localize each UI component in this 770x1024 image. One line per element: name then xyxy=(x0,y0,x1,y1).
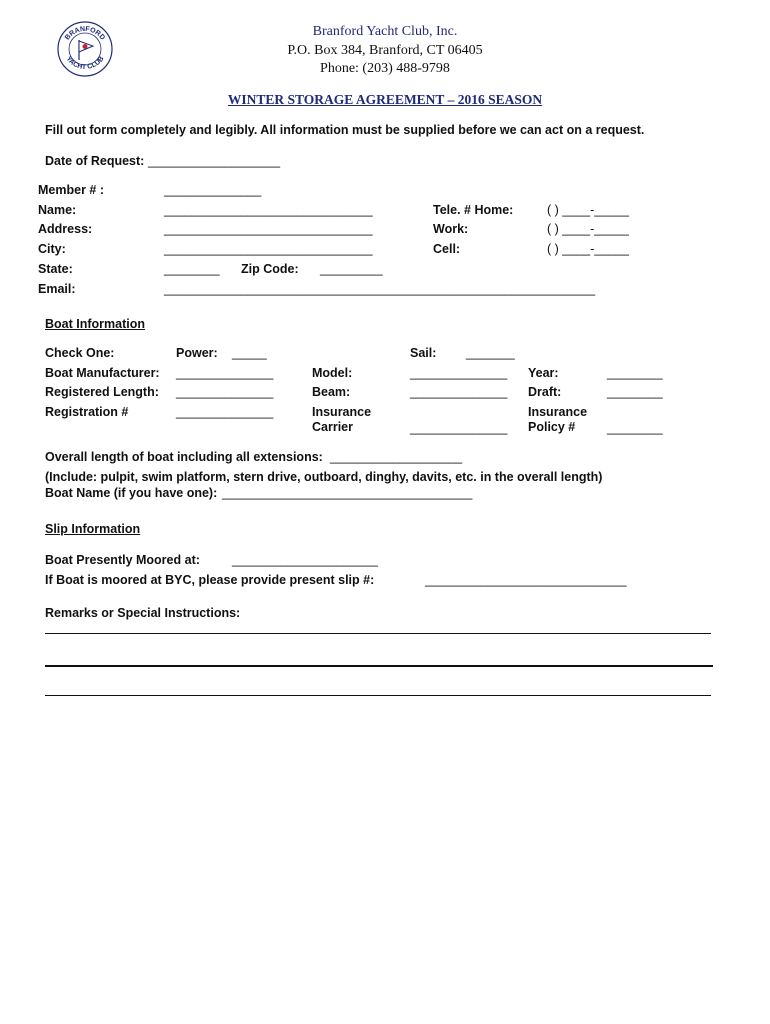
boat-name-label: Boat Name (if you have one): xyxy=(45,486,218,500)
state-field[interactable]: ________ xyxy=(164,262,220,276)
address-label: Address: xyxy=(38,222,93,236)
beam-label: Beam: xyxy=(312,385,351,399)
boat-name-field[interactable]: ____________________________________ xyxy=(222,486,473,500)
registration-number-field[interactable]: ______________ xyxy=(176,405,274,419)
address-field[interactable]: ______________________________ xyxy=(164,222,373,236)
work-phone-label: Work: xyxy=(433,222,469,236)
name-field[interactable]: ______________________________ xyxy=(164,203,373,217)
zip-code-field[interactable]: _________ xyxy=(320,262,383,276)
slip-information-heading: Slip Information xyxy=(45,522,141,536)
beam-field[interactable]: ______________ xyxy=(410,385,508,399)
insurance-carrier-label-line2: Carrier xyxy=(312,420,353,434)
date-of-request-label: Date of Request: xyxy=(45,154,145,168)
org-address: P.O. Box 384, Branford, CT 06405 xyxy=(287,43,483,58)
remarks-label: Remarks or Special Instructions: xyxy=(45,606,241,620)
year-label: Year: xyxy=(528,366,559,380)
email-field[interactable]: ______________________________________________________________ xyxy=(164,282,596,296)
member-number-field[interactable]: ______________ xyxy=(164,183,262,197)
instructions-text: Fill out form completely and legibly. All information must be supplied before we can act on a request. xyxy=(45,123,645,137)
member-number-label: Member # : xyxy=(38,183,104,197)
email-label: Email: xyxy=(38,282,76,296)
check-one-label: Check One: xyxy=(45,346,115,360)
draft-label: Draft: xyxy=(528,385,562,399)
power-label: Power: xyxy=(176,346,218,360)
insurance-policy-label-line1: Insurance xyxy=(528,405,588,419)
manufacturer-label: Boat Manufacturer: xyxy=(45,366,160,380)
home-phone-field[interactable]: ( ) ____-_____ xyxy=(547,203,630,217)
sail-label: Sail: xyxy=(410,346,437,360)
overall-length-label: Overall length of boat including all extensions: xyxy=(45,450,323,464)
insurance-carrier-label-line1: Insurance xyxy=(312,405,372,419)
zip-code-label: Zip Code: xyxy=(241,262,299,276)
remarks-line-3[interactable] xyxy=(45,695,711,696)
moored-at-label: Boat Presently Moored at: xyxy=(45,553,200,567)
org-name: Branford Yacht Club, Inc. xyxy=(312,24,458,39)
slip-number-field[interactable]: _____________________________ xyxy=(425,573,627,587)
model-field[interactable]: ______________ xyxy=(410,366,508,380)
logo-text-bottom: YACHT CLUB xyxy=(64,55,106,72)
model-label: Model: xyxy=(312,366,353,380)
registration-number-label: Registration # xyxy=(45,405,129,419)
insurance-carrier-field[interactable]: ______________ xyxy=(410,421,508,435)
boat-information-heading: Boat Information xyxy=(45,317,145,331)
city-label: City: xyxy=(38,242,66,256)
overall-length-note: (Include: pulpit, swim platform, stern drive, outboard, dinghy, davits, etc. in the overall length) xyxy=(45,470,603,484)
city-field[interactable]: ______________________________ xyxy=(164,242,373,256)
sail-checkbox-field[interactable]: _______ xyxy=(466,346,515,360)
state-label: State: xyxy=(38,262,73,276)
home-phone-label: Tele. # Home: xyxy=(433,203,514,217)
year-field[interactable]: ________ xyxy=(607,366,663,380)
registered-length-label: Registered Length: xyxy=(45,385,159,399)
insurance-policy-field[interactable]: ________ xyxy=(607,421,663,435)
draft-field[interactable]: ________ xyxy=(607,385,663,399)
date-of-request-field[interactable]: ___________________ xyxy=(148,154,281,168)
logo-text-top: BRANFORD xyxy=(64,25,106,42)
form-title: WINTER STORAGE AGREEMENT – 2016 SEASON xyxy=(227,92,543,107)
insurance-policy-label-line2: Policy # xyxy=(528,420,576,434)
overall-length-field[interactable]: ___________________ xyxy=(330,450,463,464)
registered-length-field[interactable]: ______________ xyxy=(176,385,274,399)
power-checkbox-field[interactable]: _____ xyxy=(232,346,267,360)
moored-at-field[interactable]: _____________________ xyxy=(232,553,378,567)
slip-number-label: If Boat is moored at BYC, please provide present slip #: xyxy=(45,573,375,587)
cell-phone-label: Cell: xyxy=(433,242,461,256)
org-phone: Phone: (203) 488-9798 xyxy=(320,61,450,76)
remarks-line-1[interactable] xyxy=(45,633,711,634)
remarks-line-2[interactable] xyxy=(45,665,713,667)
cell-phone-field[interactable]: ( ) ____-_____ xyxy=(547,242,630,256)
manufacturer-field[interactable]: ______________ xyxy=(176,366,274,380)
work-phone-field[interactable]: ( ) ____-_____ xyxy=(547,222,630,236)
name-label: Name: xyxy=(38,203,77,217)
